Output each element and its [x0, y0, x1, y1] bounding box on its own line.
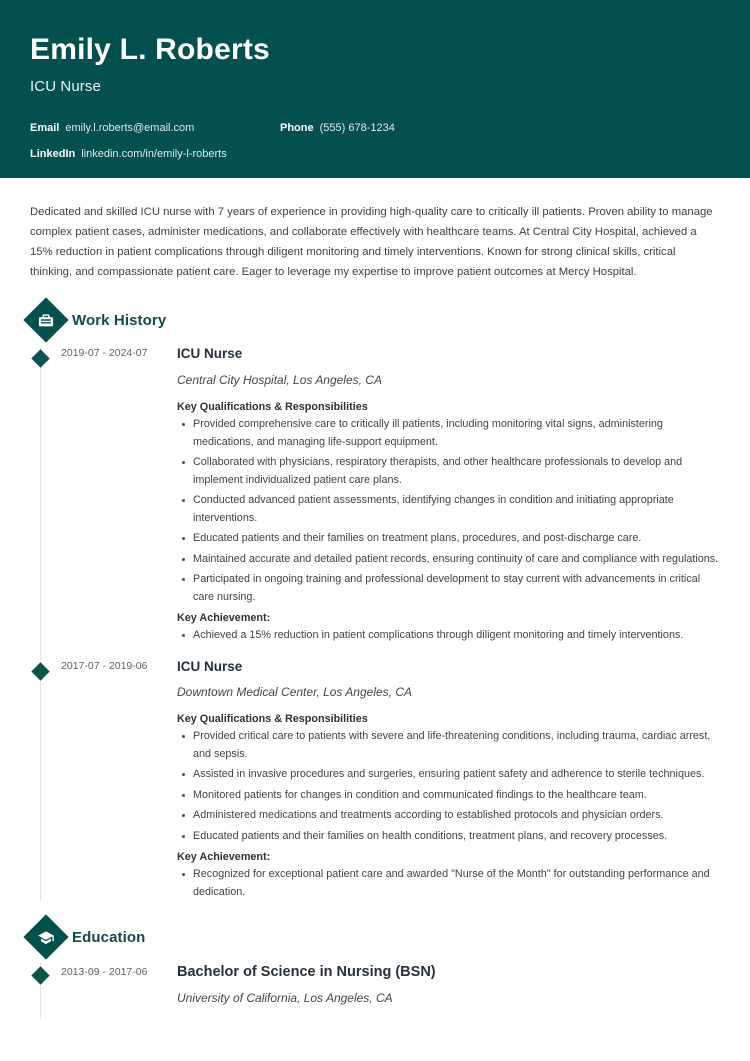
contact-linkedin-label: LinkedIn [30, 148, 76, 161]
date-start: 2013-09 [61, 966, 100, 979]
contact-phone-label: Phone [280, 122, 314, 134]
bullet-item: Assisted in invasive procedures and surgeries, ensuring patient safety and adherence to sterile techniques. [191, 766, 720, 783]
date-end: 2019-06 [108, 659, 148, 672]
work-history-heading [30, 304, 720, 336]
work-entry-qualifications-label: Key Qualifications & Responsibilities [177, 713, 368, 726]
resume-header [0, 0, 750, 178]
education-degree: Bachelor of Science in Nursing (BSN) [177, 964, 436, 981]
date-end: 2024-07 [108, 347, 148, 360]
bullet-item: Provided comprehensive care to critically ill patients, including monitoring vital signs, administering medications, and managing life-support equipment. [191, 416, 720, 451]
work-entry-bullets [177, 416, 720, 606]
work-entry [30, 346, 720, 644]
date-start: 2019-07 [61, 347, 100, 360]
contact-row [30, 121, 720, 135]
work-entry-body [158, 659, 720, 902]
bullet-item: Collaborated with physicians, respiratory therapists, and other healthcare professionals to develop and implement individualized patient care plans. [191, 454, 720, 489]
work-entry-role: ICU Nurse [177, 658, 243, 674]
professional-summary: Dedicated and skilled ICU nurse with 7 years of experience in providing high-quality care to critically ill patients. Proven ability to manage complex patient cases, administer medications, and collaborate effectively with healthcare teams. At Central City Hospital, achieved a 15% reduction in patient complications through diligent monitoring and timely interventions. Known for strong clinical skills, critical thinking, and compassionate patient care. Eager to leverage my expertise to improve patient outcomes at Mercy Hospital. [30, 206, 713, 279]
achievement-item: Achieved a 15% reduction in patient complications through diligent monitoring and timely interventions. [191, 627, 720, 644]
bullet-item: Administered medications and treatments according to established protocols and physician orders. [191, 807, 720, 824]
contact-email [30, 121, 280, 135]
work-history-section [30, 304, 720, 901]
education-entry [30, 963, 720, 1005]
contact-phone [280, 121, 395, 135]
candidate-name: Emily L. Roberts [30, 33, 270, 66]
bullet-item: Monitored patients for changes in condition and communicated findings to the healthcare team. [191, 787, 720, 804]
education-institution: University of California, Los Angeles, CA [177, 991, 393, 1006]
education-title: Education [72, 928, 146, 946]
bullet-item: Participated in ongoing training and professional development to stay current with advancements in critical care nursing. [191, 571, 720, 606]
bullet-item: Provided critical care to patients with severe and life-threatening conditions, including trauma, cardiac arrest, and sepsis. [191, 728, 720, 763]
bullet-item: Educated patients and their families on treatment plans, procedures, and post-discharge care. [191, 530, 720, 547]
contact-linkedin [30, 147, 280, 161]
date-separator: - [102, 347, 106, 360]
briefcase-icon [23, 298, 68, 343]
bullet-item: Maintained accurate and detailed patient records, ensuring continuity of care and compliance with regulations. [191, 551, 720, 568]
work-entry-organization: Downtown Medical Center, Los Angeles, CA [177, 685, 413, 700]
contact-row [30, 147, 720, 161]
education-entry-dates [30, 963, 158, 1005]
contact-phone-value[interactable]: (555) 678-1234 [319, 122, 395, 134]
date-separator: - [102, 659, 106, 672]
work-entry-bullets [177, 728, 720, 845]
education-timeline [30, 963, 720, 1019]
date-start: 2017-07 [61, 659, 100, 672]
graduation-cap-icon [23, 915, 68, 960]
contact-linkedin-value[interactable]: linkedin.com/in/emily-l-roberts [81, 148, 227, 161]
education-heading [30, 921, 720, 953]
work-entry [30, 659, 720, 902]
work-history-title: Work History [72, 311, 167, 329]
work-entry-body [158, 346, 720, 644]
bullet-item: Educated patients and their families on health conditions, treatment plans, and recovery processes. [191, 828, 720, 845]
bullet-item: Conducted advanced patient assessments, identifying changes in condition and initiating appropriate interventions. [191, 492, 720, 527]
work-history-timeline [30, 346, 720, 901]
work-entry-qualifications-label: Key Qualifications & Responsibilities [177, 401, 368, 414]
achievement-item: Recognized for exceptional patient care and awarded "Nurse of the Month" for outstanding performance and dedication. [191, 866, 720, 901]
work-entry-dates [30, 659, 158, 902]
candidate-job-title: ICU Nurse [30, 78, 101, 95]
work-entry-achievement-label: Key Achievement: [177, 612, 271, 625]
education-section [30, 921, 720, 1019]
date-separator: - [102, 966, 106, 979]
resume-body [0, 178, 750, 1019]
work-entry-organization: Central City Hospital, Los Angeles, CA [177, 373, 382, 388]
date-end: 2017-06 [108, 966, 148, 979]
contact-email-value[interactable]: emily.l.roberts@email.com [65, 122, 195, 134]
work-entry-role: ICU Nurse [177, 346, 243, 362]
work-entry-achievements [177, 866, 720, 901]
contact-details [30, 121, 720, 162]
work-entry-dates [30, 346, 158, 644]
contact-email-label: Email [30, 122, 60, 134]
work-entry-achievements [177, 627, 720, 644]
education-entry-body [158, 963, 720, 1005]
work-entry-achievement-label: Key Achievement: [177, 851, 271, 864]
